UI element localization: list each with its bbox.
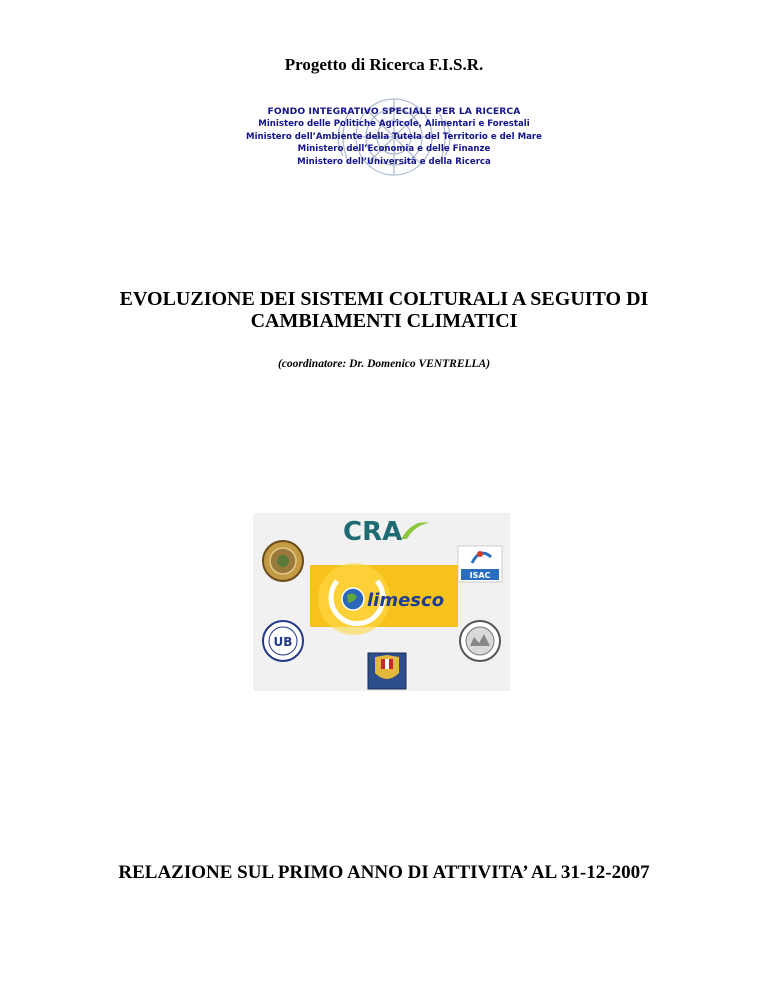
seal-right-icon	[460, 621, 500, 661]
document-title	[80, 288, 688, 332]
fisr-line: Ministero dell’Economia e delle Finanze	[297, 144, 491, 155]
partner-logos-panel	[253, 513, 510, 691]
coat-of-arms-icon	[368, 653, 406, 689]
title-line-1: EVOLUZIONE DEI SISTEMI COLTURALI A SEGUITO DI	[119, 288, 649, 310]
title-line-2: CAMBIAMENTI CLIMATICI	[250, 310, 518, 332]
fisr-line: Ministero dell’Università e della Ricerca	[297, 156, 491, 167]
isac-logo	[458, 546, 502, 582]
fisr-line: Ministero dell’Ambiente della Tutela del Territorio e del Mare	[246, 131, 542, 142]
fisr-text-block	[244, 106, 544, 168]
svg-text:UB: UB	[273, 635, 293, 649]
project-title: Progetto di Ricerca F.I.S.R.	[284, 55, 484, 74]
fisr-line: FONDO INTEGRATIVO SPECIALE PER LA RICERCA	[267, 106, 521, 117]
coordinator-note: (coordinatore: Dr. Domenico VENTRELLA)	[277, 358, 491, 370]
report-title: RELAZIONE SUL PRIMO ANNO DI ATTIVITA’ AL 31-12-2007	[118, 862, 650, 883]
fisr-logo	[244, 92, 544, 182]
svg-text:ISAC: ISAC	[469, 571, 491, 580]
climesco-logo	[310, 563, 458, 635]
svg-text:CRA: CRA	[343, 517, 403, 547]
cra-logo	[343, 517, 429, 547]
seal-left-icon	[263, 541, 303, 581]
ub-seal-icon	[263, 621, 303, 661]
fisr-line: Ministero delle Politiche Agricole, Alimentari e Forestali	[258, 119, 530, 130]
partner-logos	[253, 513, 510, 691]
svg-text:limesco: limesco	[367, 590, 445, 611]
